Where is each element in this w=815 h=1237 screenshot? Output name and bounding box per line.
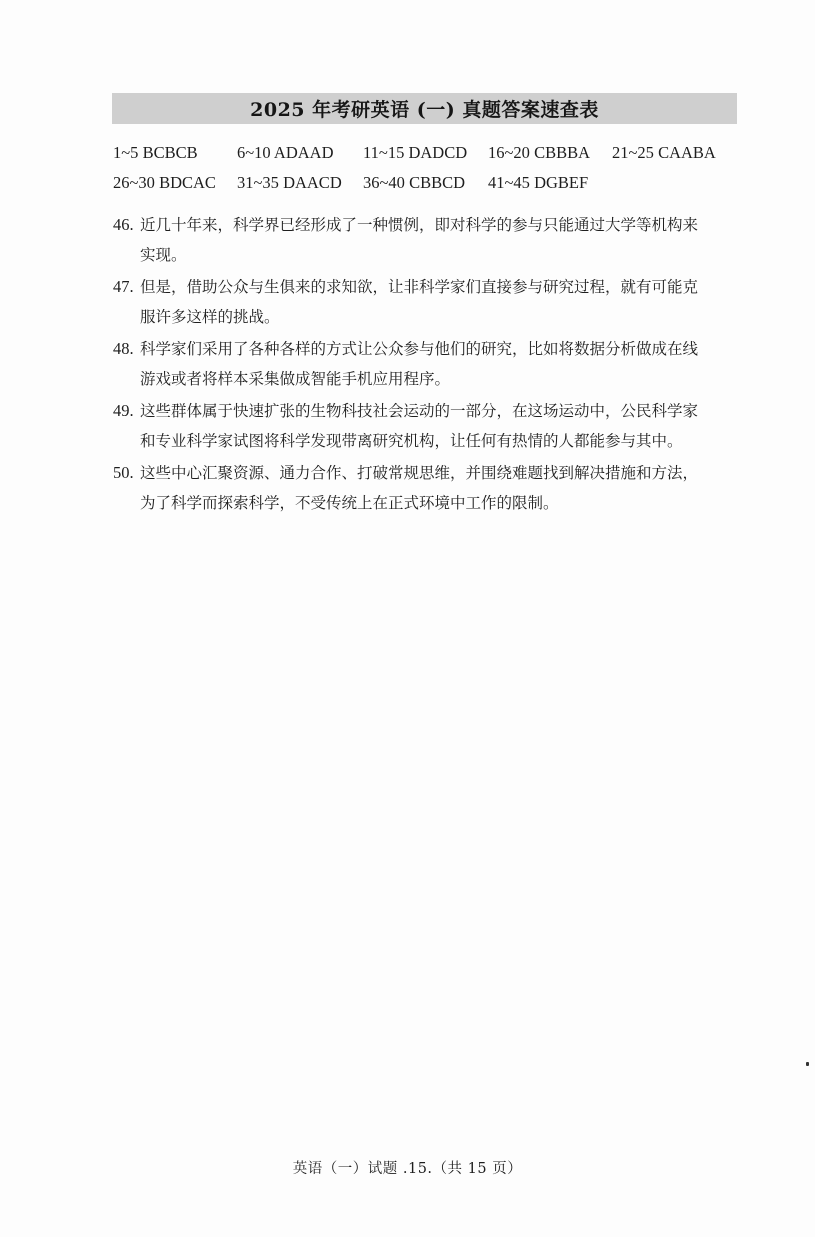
answer-row-2 <box>113 172 753 202</box>
translation-item-49 <box>113 396 743 456</box>
translation-text-continued: 实现。 <box>140 246 187 264</box>
answer-group <box>612 142 716 164</box>
translation-text-continued: 和专业科学家试图将科学发现带离研究机构，让任何有热情的人都能参与其中。 <box>140 432 683 450</box>
answer-keys: ADAAD <box>273 143 334 162</box>
scan-speck <box>806 1062 809 1066</box>
translation-text: 但是，借助公众与生俱来的求知欲，让非科学家们直接参与研究过程，就有可能克 <box>140 278 699 296</box>
translation-text-continued: 服许多这样的挑战。 <box>140 308 280 326</box>
answer-group <box>237 142 334 164</box>
answer-range: 21~25 <box>612 143 654 162</box>
answer-range: 6~10 <box>237 143 271 162</box>
question-number: 46. <box>113 215 134 234</box>
translation-item-50 <box>113 458 743 518</box>
answer-range: 1~5 <box>113 143 139 162</box>
question-number: 48. <box>113 339 134 358</box>
translation-text-continued: 为了科学而探索科学，不受传统上在正式环境中工作的限制。 <box>140 494 559 512</box>
title-banner <box>112 93 737 124</box>
answer-keys: BCBCB <box>142 143 198 162</box>
answer-row-1 <box>113 142 753 172</box>
answer-range: 26~30 <box>113 173 155 192</box>
answer-range: 31~35 <box>237 173 279 192</box>
answer-range: 16~20 <box>488 143 530 162</box>
translation-text: 这些中心汇聚资源、通力合作、打破常规思维，并围绕难题找到解决措施和方法， <box>140 464 699 482</box>
answer-group <box>113 172 216 194</box>
translation-text: 近几十年来，科学界已经形成了一种惯例，即对科学的参与只能通过大学等机构来 <box>140 216 699 234</box>
answer-group <box>363 172 465 194</box>
translation-item-46 <box>113 210 743 270</box>
answer-keys: CBBCD <box>409 173 465 192</box>
translation-text: 科学家们采用了各种各样的方式让公众参与他们的研究，比如将数据分析做成在线 <box>140 340 699 358</box>
answer-keys: DGBEF <box>534 173 589 192</box>
question-number: 47. <box>113 277 134 296</box>
answer-range: 36~40 <box>363 173 405 192</box>
answer-group <box>237 172 342 194</box>
translation-text: 这些群体属于快速扩张的生物科技社会运动的一部分，在这场运动中，公民科学家 <box>140 402 699 420</box>
page-title: 2025 年考研英语 (一) 真题答案速查表 <box>250 99 599 121</box>
answer-group <box>113 142 198 164</box>
answer-keys: DAACD <box>283 173 342 192</box>
translation-text-continued: 游戏或者将样本采集做成智能手机应用程序。 <box>140 370 451 388</box>
question-number: 49. <box>113 401 134 420</box>
answer-group <box>363 142 467 164</box>
answer-keys: CAABA <box>658 143 716 162</box>
translation-answers <box>113 210 743 520</box>
answer-range: 11~15 <box>363 143 405 162</box>
question-number: 50. <box>113 463 134 482</box>
page-footer: 英语（一）试题 .15.（共 15 页） <box>292 1161 523 1177</box>
translation-item-47 <box>113 272 743 332</box>
answer-key-table <box>113 142 753 202</box>
answer-keys: CBBBA <box>534 143 590 162</box>
answer-group <box>488 142 590 164</box>
answer-range: 41~45 <box>488 173 530 192</box>
answer-keys: DADCD <box>408 143 468 162</box>
answer-group <box>488 172 588 194</box>
translation-item-48 <box>113 334 743 394</box>
answer-keys: BDCAC <box>159 173 216 192</box>
